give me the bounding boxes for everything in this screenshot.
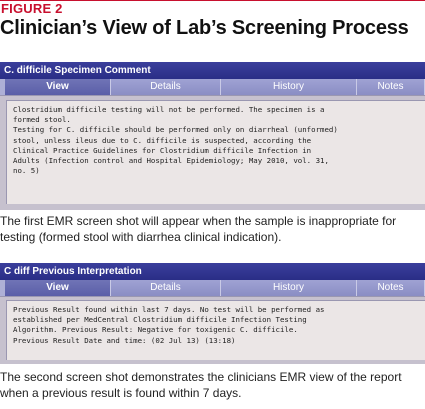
screen-header: C diff Previous Interpretation xyxy=(0,263,425,280)
figure-label: FIGURE 2 xyxy=(0,0,425,16)
emr-screen-previous-interpretation xyxy=(0,263,425,364)
tab-bar xyxy=(0,280,425,297)
screen-header: C. difficile Specimen Comment xyxy=(0,62,425,79)
figure-title: Clinician’s View of Lab’s Screening Process xyxy=(0,17,409,39)
tab-notes[interactable]: Notes xyxy=(357,79,425,95)
emr-screen-specimen-comment xyxy=(0,62,425,210)
caption-second-screen: The second screen shot demonstrates the clinicians EMR view of the report when a previous result is found within 7 days. xyxy=(0,370,402,400)
tab-bar xyxy=(0,79,425,96)
specimen-comment-text: Clostridium difficile testing will not be performed. The specimen is a formed stool. Testing for C. difficile should be performed only on diarrheal (unformed) stool, unless ileus due to C. difficile is suspected, according the Clinical Practice Guidelines for Clostridium difficile Infection in Adults (Infection control and Hospital Epidemiology; May 2010, vol. 31, no. 5) xyxy=(6,100,425,204)
tab-notes[interactable]: Notes xyxy=(357,280,425,296)
tab-history[interactable]: History xyxy=(221,79,357,95)
tab-details[interactable]: Details xyxy=(111,79,221,95)
previous-interpretation-text: Previous Result found within last 7 days. No test will be performed as established per MedCentral Clostridium difficile Infection Testing Algorithm. Previous Result: Negative for toxigenic C. difficile. Previous Result Date and time: (02 Jul 13) (13:18) xyxy=(6,300,425,360)
tab-details[interactable]: Details xyxy=(111,280,221,296)
tab-history[interactable]: History xyxy=(221,280,357,296)
tab-view[interactable]: View xyxy=(5,79,111,95)
tab-view[interactable]: View xyxy=(5,280,111,296)
caption-first-screen: The first EMR screen shot will appear when the sample is inappropriate for testing (formed stool with diarrhea clinical indication). xyxy=(0,214,397,244)
